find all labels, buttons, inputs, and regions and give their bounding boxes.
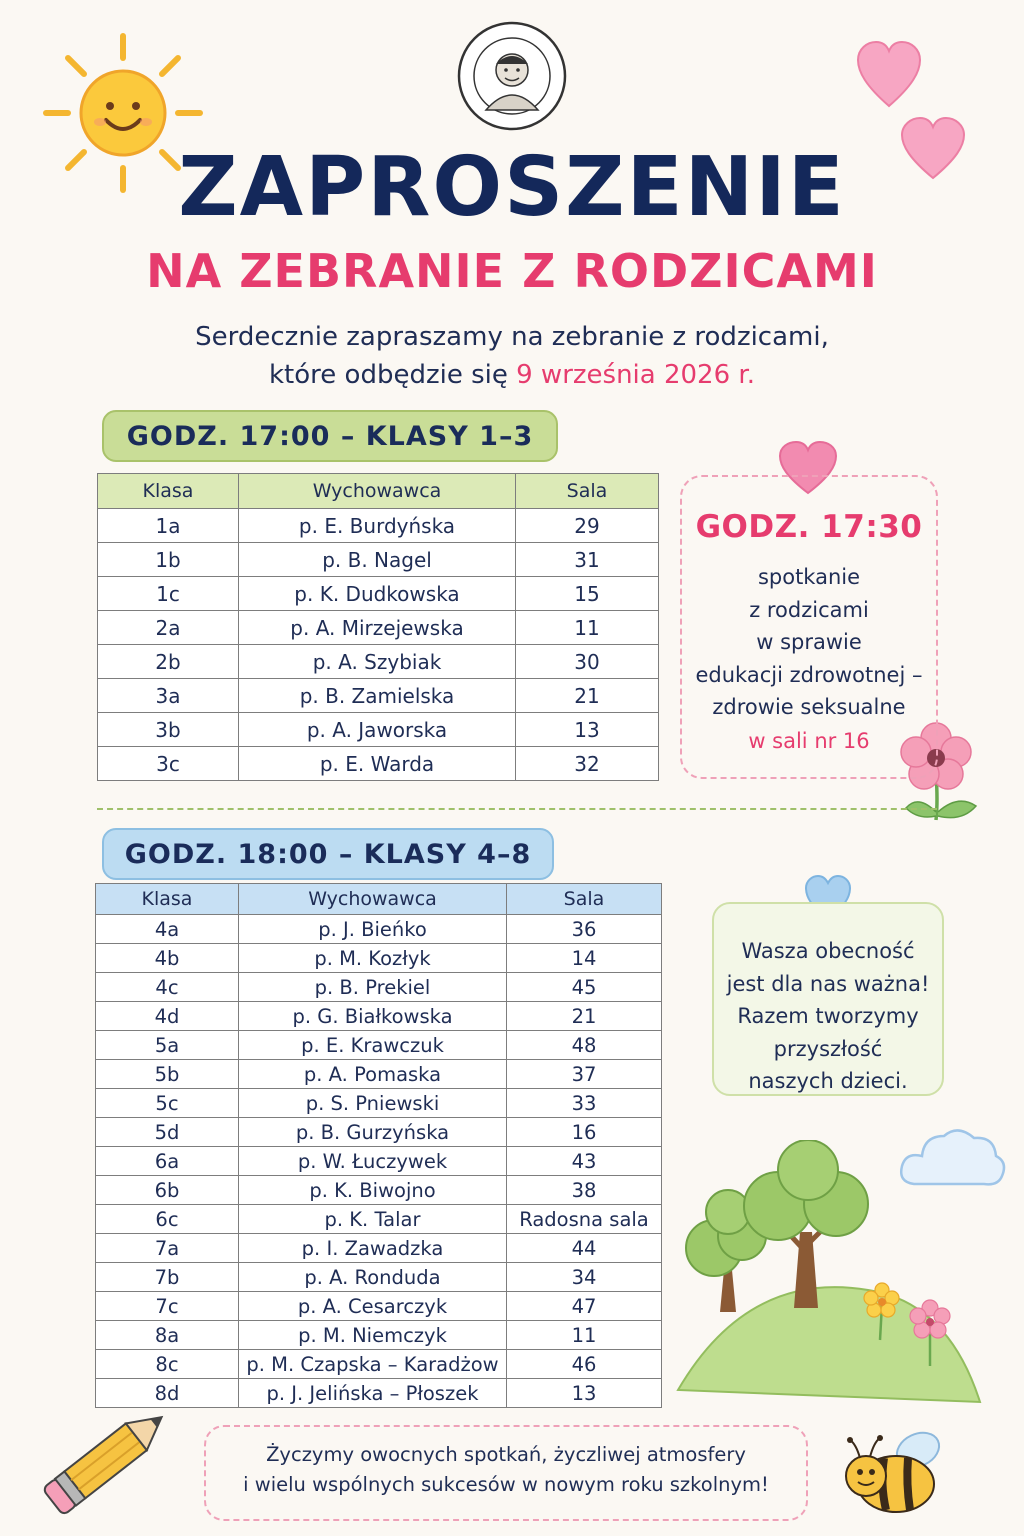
section-divider [97,808,937,810]
cell-class: 3a [98,679,239,713]
cell-room: 16 [507,1118,662,1147]
table-header-row [96,884,662,915]
cell-room: 11 [507,1321,662,1350]
cell-room: 31 [516,543,659,577]
health-meeting-line: edukacji zdrowotnej – [695,662,923,687]
cell-teacher: p. E. Krawczuk [239,1031,507,1060]
cell-teacher: p. S. Pniewski [239,1089,507,1118]
table-row [96,973,662,1002]
cell-class: 8c [96,1350,239,1379]
schedule-table-1-3 [97,473,659,781]
cell-class: 7b [96,1263,239,1292]
cell-room: 38 [507,1176,662,1205]
cell-room: 46 [507,1350,662,1379]
cell-teacher: p. K. Dudkowska [239,577,516,611]
cell-room: 21 [507,1002,662,1031]
cell-teacher: p. B. Prekiel [239,973,507,1002]
cell-teacher: p. E. Warda [239,747,516,781]
schedule-table-4-8 [95,883,662,1408]
cell-room: 43 [507,1147,662,1176]
cell-teacher: p. E. Burdyńska [239,509,516,543]
table-row [96,1089,662,1118]
cell-teacher: p. A. Pomaska [239,1060,507,1089]
cell-teacher: p. A. Jaworska [239,713,516,747]
cell-class: 4b [96,944,239,973]
cell-teacher: p. K. Biwojno [239,1176,507,1205]
cell-room: 37 [507,1060,662,1089]
cell-class: 5b [96,1060,239,1089]
cell-room: 29 [516,509,659,543]
table-row [98,747,659,781]
table-row [96,1176,662,1205]
cell-class: 6b [96,1176,239,1205]
table-row [96,1379,662,1408]
table-row [98,577,659,611]
cell-class: 5d [96,1118,239,1147]
table-row [96,944,662,973]
bee-icon [838,1420,958,1520]
table-row [96,1118,662,1147]
school-logo [456,20,568,132]
table-row [96,1147,662,1176]
health-meeting-description [682,561,936,724]
cell-class: 2a [98,611,239,645]
table-row [98,645,659,679]
table-row [96,1002,662,1031]
table-row [98,509,659,543]
cell-room: 36 [507,915,662,944]
col-header-teacher: Wychowawca [239,474,516,509]
cell-class: 6c [96,1205,239,1234]
message-box [712,902,944,1096]
intro-text [0,318,1024,394]
message-line: Wasza obecność [741,939,915,963]
table-row [96,1234,662,1263]
cell-teacher: p. G. Białkowska [239,1002,507,1031]
table-row [96,915,662,944]
cell-room: Radosna sala [507,1205,662,1234]
cell-teacher: p. A. Ronduda [239,1263,507,1292]
message-line: przyszłość [773,1036,883,1061]
health-meeting-box [680,475,938,779]
cell-class: 3b [98,713,239,747]
health-meeting-line: zdrowie seksualne [712,695,906,719]
table-row [96,1350,662,1379]
cell-class: 4a [96,915,239,944]
cell-class: 1b [98,543,239,577]
table-row [96,1060,662,1089]
cell-class: 1a [98,509,239,543]
table-row [96,1205,662,1234]
cell-teacher: p. A. Szybiak [239,645,516,679]
health-meeting-room: w sali nr 16 [748,728,870,753]
cell-teacher: p. M. Kozłyk [239,944,507,973]
table-row [98,679,659,713]
intro-line-2-prefix: które odbędzie się [269,360,517,390]
cell-room: 13 [507,1379,662,1408]
col-header-teacher: Wychowawca [239,884,507,915]
table-row [96,1031,662,1060]
table-row [96,1292,662,1321]
health-meeting-line: spotkanie [757,565,861,589]
message-line: Razem tworzymy [737,1004,919,1028]
cell-room: 11 [516,611,659,645]
footer-line-1: Życzymy owocnych spotkań, życzliwej atmosfery [266,1443,746,1466]
tree-icon [668,1140,988,1410]
cell-teacher: p. I. Zawadzka [239,1234,507,1263]
col-header-class: Klasa [96,884,239,915]
cell-teacher: p. B. Zamielska [239,679,516,713]
cell-class: 8a [96,1321,239,1350]
cell-teacher: p. J. Jelińska – Płoszek [239,1379,507,1408]
col-header-room: Sala [516,474,659,509]
page-title: ZAPROSZENIE [178,140,846,235]
cell-room: 30 [516,645,659,679]
cell-class: 6a [96,1147,239,1176]
cell-room: 34 [507,1263,662,1292]
table-row [96,1263,662,1292]
cell-room: 15 [516,577,659,611]
cell-teacher: p. K. Talar [239,1205,507,1234]
page-subtitle: NA ZEBRANIE Z RODZICAMI [146,244,878,298]
message-line: jest dla nas ważna! [726,971,930,996]
message-line: naszych dzieci. [748,1069,908,1093]
cell-class: 2b [98,645,239,679]
footer-wishes [204,1425,808,1521]
cell-teacher: p. W. Łuczywek [239,1147,507,1176]
cell-room: 32 [516,747,659,781]
intro-line-2 [0,356,1024,394]
cell-room: 33 [507,1089,662,1118]
cell-class: 1c [98,577,239,611]
health-meeting-time: GODZ. 17:30 [695,509,923,545]
cell-room: 21 [516,679,659,713]
cell-room: 14 [507,944,662,973]
heart-icon [856,40,922,110]
table-row [98,543,659,577]
cell-room: 48 [507,1031,662,1060]
cell-teacher: p. B. Gurzyńska [239,1118,507,1147]
section1-label: GODZ. 17:00 – KLASY 1–3 [102,410,558,462]
cell-teacher: p. A. Mirzejewska [239,611,516,645]
cell-room: 13 [516,713,659,747]
cell-class: 7a [96,1234,239,1263]
cell-room: 44 [507,1234,662,1263]
cell-class: 3c [98,747,239,781]
table-row [98,713,659,747]
cell-teacher: p. A. Cesarczyk [239,1292,507,1321]
cell-teacher: p. J. Bieńko [239,915,507,944]
cell-teacher: p. B. Nagel [239,543,516,577]
table-header-row [98,474,659,509]
section2-label: GODZ. 18:00 – KLASY 4–8 [102,828,554,880]
cell-class: 5c [96,1089,239,1118]
intro-line-1: Serdecznie zapraszamy na zebranie z rodzicami, [195,322,829,352]
cell-class: 4c [96,973,239,1002]
cell-room: 47 [507,1292,662,1321]
col-header-class: Klasa [98,474,239,509]
cell-teacher: p. M. Czapska – Karadżow [239,1350,507,1379]
cell-class: 5a [96,1031,239,1060]
cell-teacher: p. M. Niemczyk [239,1321,507,1350]
cell-class: 8d [96,1379,239,1408]
table-row [98,611,659,645]
health-meeting-line: w sprawie [756,630,862,654]
table-row [96,1321,662,1350]
footer-line-2: i wielu wspólnych sukcesów w nowym roku szkolnym! [243,1473,769,1496]
meeting-date: 9 września 2026 r. [516,360,755,390]
health-meeting-line: z rodzicami [749,597,869,622]
cell-class: 4d [96,1002,239,1031]
cell-class: 7c [96,1292,239,1321]
col-header-room: Sala [507,884,662,915]
cell-room: 45 [507,973,662,1002]
